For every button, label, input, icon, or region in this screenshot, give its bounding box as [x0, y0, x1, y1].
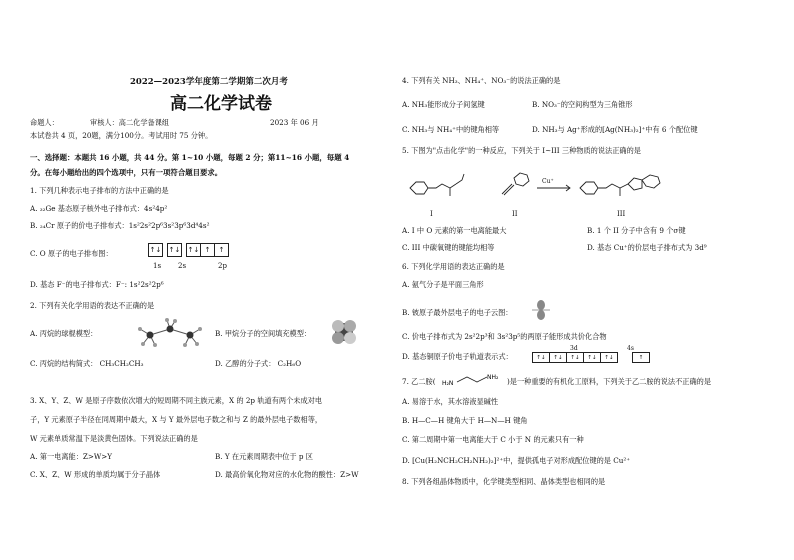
q5-option-b: B. 1 个 II 分子中含有 9 个σ键 [587, 226, 686, 235]
orbital-box: ↑↓ [549, 352, 566, 363]
q3-line3: W 元素单质常温下是淡黄色固体。下列说法正确的是 [30, 434, 198, 443]
q6-option-d: D. 基态铜原子价电子轨道表示式： [402, 352, 513, 361]
propane-ball-stick-model [135, 317, 205, 349]
svg-text:NH₂: NH₂ [487, 374, 499, 381]
catalyst-label: Cu⁺ [542, 178, 554, 185]
svg-text:H₂N: H₂N [442, 380, 454, 387]
q7-option-b: B. H—C—H 键角大于 H—N—H 键角 [402, 416, 528, 425]
orbital-box: ↑ [200, 243, 214, 257]
paper-info: 本试卷共 4 页，20题，满分100分。考试用时 75 分钟。 [30, 131, 213, 140]
q5-option-a: A. I 中 O 元素的第一电离能最大 [402, 226, 507, 235]
q6-option-c: C. 价电子排布式为 2s²2p³和 3s²3p⁵的两原子能形成共价化合物 [402, 332, 607, 341]
setter: 命题人： [30, 118, 59, 127]
q1-option-b: B. ₂₄Cr 原子的价电子排布式：1s²2s²2p⁶3s²3p⁶3d⁴4s² [30, 221, 210, 230]
paper-title: 高二化学试卷 [170, 94, 272, 114]
orbital-diagram-o [148, 243, 229, 257]
q1-stem: 1. 下列几种表示电子排布的方法中正确的是 [30, 186, 169, 195]
compound-label-i: I [430, 210, 433, 218]
orbital-2p-group [186, 243, 229, 257]
q3-line2: 子，Y 元素原子半径在同周期中最大，X 与 Y 最外层电子数之和与 Z 的最外层电子数相等， [30, 415, 323, 424]
orbital-box: ↑↓ [532, 352, 549, 363]
q7-option-a: A. 易溶于水，其水溶液显碱性 [402, 397, 499, 406]
q1-option-c: C. O 原子的电子排布图： [30, 249, 113, 258]
q6-option-b: B. 铍原子最外层电子的电子云图： [402, 308, 513, 317]
orbital-box: ↑↓ [167, 243, 182, 257]
ethylenediamine-structure [442, 372, 502, 388]
orbital-box: ↑↓ [566, 352, 583, 363]
compound-label-ii: II [512, 210, 518, 218]
q2-option-b: B. 甲烷分子的空间填充模型： [215, 329, 312, 338]
q8-stem: 8. 下列各组晶体物质中，化学键类型相同、晶体类型也相同的是 [402, 477, 606, 486]
exam-date: 2023 年 06 月 [270, 118, 319, 127]
orbital-box: ↑↓ [600, 352, 618, 363]
q3-option-d: D. 最高价氧化物对应的水化物的酸性：Z>W [215, 470, 359, 479]
orbital-label-2p: 2p [218, 262, 227, 270]
orbital-label-3d: 3d [570, 345, 578, 352]
orbital-label-1s: 1s [153, 262, 162, 270]
orbital-box: ↑↓ [186, 243, 200, 257]
exam-title: 2022—2023学年度第二学期第二次月考 [130, 77, 288, 87]
q7-stem-prefix: 7. 乙二胺( [402, 377, 436, 386]
q2-option-c: C. 丙烷的结构简式： CH₃CH₂CH₃ [30, 359, 144, 368]
q1-option-d: D. 基态 F⁻的电子排布式：F⁻: 1s²2s²2p⁶ [30, 280, 164, 289]
q7-option-d: D. [Cu(H₂NCH₂CH₂NH₂)₂]²⁺中，提供孤电子对形成配位键的是 Cu²⁺ [402, 456, 631, 465]
methane-space-filling-model [330, 318, 358, 346]
q5-option-d: D. 基态 Cu⁺的价层电子排布式为 3d⁹ [587, 243, 707, 252]
copper-orbital-diagram [532, 352, 650, 363]
compound-label-iii: III [617, 210, 626, 218]
q4-option-c: C. NH₃与 NH₄⁺中的键角相等 [402, 125, 500, 134]
q5-stem: 5. 下图为"点击化学"的一种反应，下列关于 I~III 三种物质的说法正确的是 [402, 146, 641, 155]
q7-option-c: C. 第二周期中第一电离能大于 C 小于 N 的元素只有一种 [402, 435, 584, 444]
q6-option-a: A. 氨气分子是平面三角形 [402, 280, 484, 289]
q2-stem: 2. 下列有关化学用语的表达不正确的是 [30, 301, 155, 310]
orbital-box-4s: ↑ [632, 352, 650, 363]
q4-stem: 4. 下列有关 NH₃、NH₄⁺、NO₃⁻的说法正确的是 [402, 76, 561, 85]
q7-stem-suffix: )是一种重要的有机化工原料，下列关于乙二胺的说法不正确的是 [507, 377, 712, 386]
orbital-box: ↑↓ [148, 243, 163, 257]
orbital-box: ↑ [214, 243, 229, 257]
q3-option-b: B. Y 在元素周期表中位于 p 区 [215, 452, 313, 461]
q6-stem: 6. 下列化学用语的表达正确的是 [402, 262, 505, 271]
orbital-label-2s: 2s [178, 262, 187, 270]
q4-option-d: D. NH₃与 Ag⁺形成的[Ag(NH₃)₂]⁺中有 6 个配位键 [532, 125, 698, 134]
q3-option-c: C. X、Z、W 形成的单质均属于分子晶体 [30, 470, 161, 479]
section1-line2: 分。在每小题给出的四个选项中，只有一项符合题目要求。 [30, 168, 223, 177]
q1-option-a: A. ₃₂Ge 基态原子核外电子排布式：4s²4p² [30, 204, 168, 213]
p-orbital-cloud-image [530, 298, 552, 322]
q3-line1: 3. X、Y、Z、W 是原子序数依次增大的短周期不同主族元素，X 的 2p 轨道有两个未成对电 [30, 396, 323, 405]
q3-option-a: A. 第一电离能：Z>W>Y [30, 452, 113, 461]
q4-option-a: A. NH₃能形成分子间氢键 [402, 100, 485, 109]
orbital-3d-group [532, 352, 618, 363]
section1-line1: 一、选择题：本题共 16 小题，共 44 分。第 1~10 小题，每题 2 分；第11~16 小题，每题 4 [30, 153, 350, 162]
orbital-label-4s: 4s [627, 345, 634, 352]
click-chemistry-reaction-scheme [402, 168, 742, 210]
q4-option-b: B. NO₃⁻的空间构型为三角锥形 [532, 100, 633, 109]
q2-option-d: D. 乙醇的分子式： C₂H₆O [215, 359, 302, 368]
q5-option-c: C. III 中碳氧键的键能均相等 [402, 243, 495, 252]
orbital-box: ↑↓ [583, 352, 600, 363]
q2-option-a: A. 丙烷的球棍模型： [30, 329, 98, 338]
reviewer: 审核人：高二化学备课组 [90, 118, 170, 127]
